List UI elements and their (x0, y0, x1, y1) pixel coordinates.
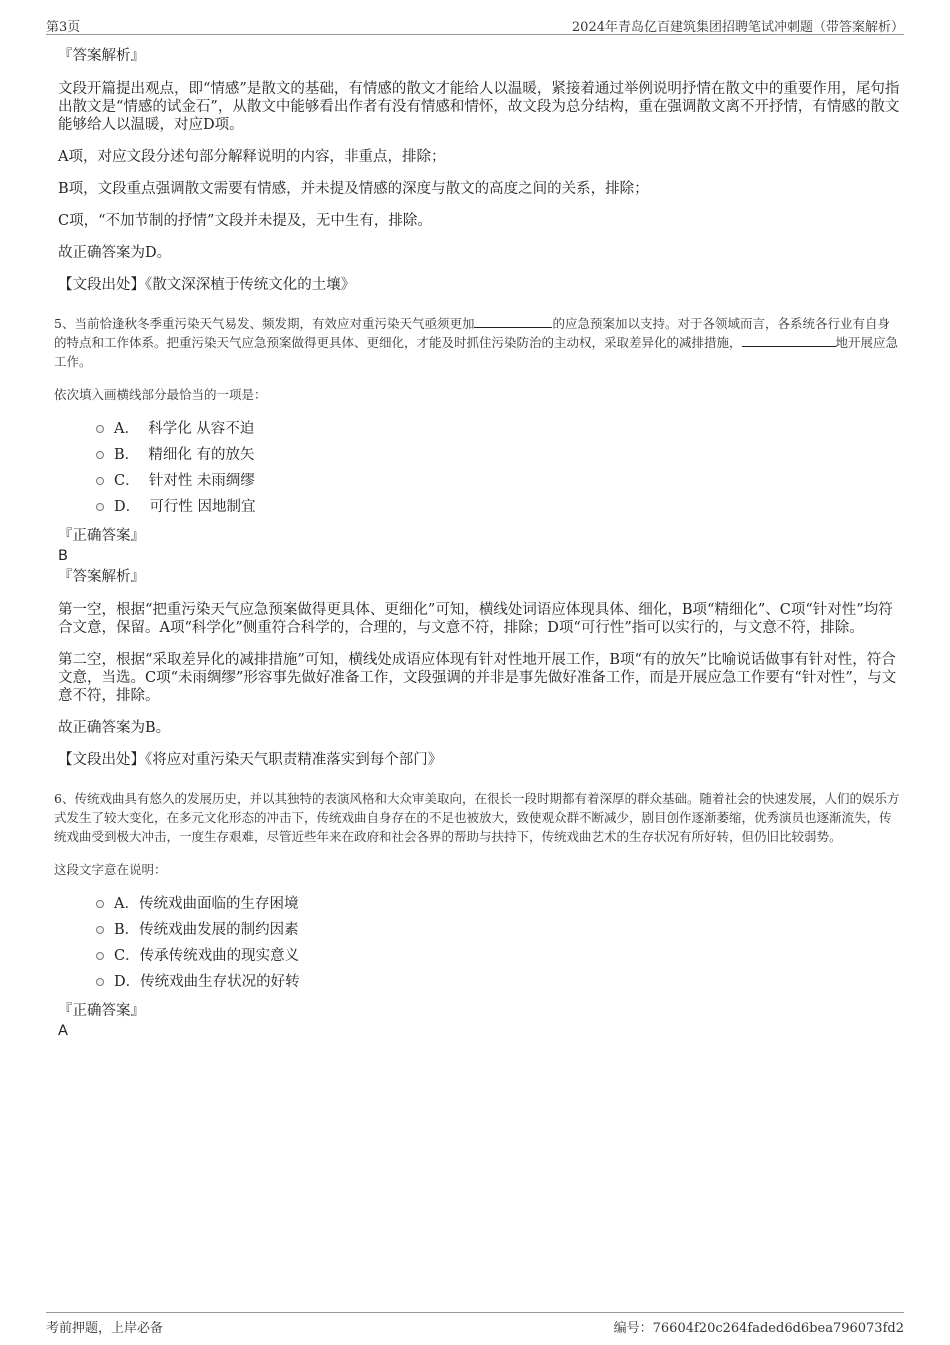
q5-stem-part1: 5、当前恰逢秋冬季重污染天气易发、频发期，有效应对重污染天气亟须更加 (54, 316, 475, 331)
fill-blank-2 (742, 335, 836, 347)
document-title: 2024年青岛亿百建筑集团招聘笔试冲刺题（带答案解析） (571, 20, 904, 35)
question-6 (54, 789, 900, 1040)
option-letter: D． (114, 974, 141, 990)
radio-button-icon[interactable] (96, 477, 104, 485)
page-content (54, 46, 900, 1040)
option-text: 传统戏曲发展的制约因素 (139, 922, 299, 938)
q4-source: 【文段出处】《散文深深植于传统文化的土壤》 (58, 277, 356, 293)
option-text: 传统戏曲面临的生存困境 (138, 896, 299, 912)
radio-button-icon[interactable] (96, 926, 104, 934)
page-footer (46, 1312, 904, 1335)
option-letter: D． (114, 499, 141, 515)
q6-stem: 6、传统戏曲具有悠久的发展历史，并以其独特的表演风格和大众审美取向，在很长一段时期都有着深厚的群众基础。随着社会的快速发展，人们的娱乐方式发生了较大变化，在多元文化形态的冲击下，传统戏曲自身存在的不足也被放大，致使观众群不断减少，剧目创作逐渐萎缩，优秀演员也逐渐流失，传统戏曲受到极大冲击，一度生存艰难，尽管近些年来在政府和社会各界的帮助与扶持下，传统戏曲艺术的生存状况有所好转，但仍旧比较弱势。 (54, 791, 900, 844)
q5-analysis-paragraph: 第一空，根据“把重污染天气应急预案做得更具体、更细化”可知，横线处词语应体现具体、细化，B项“精细化”、C项“针对性”均符合文意，保留。A项“科学化”侧重符合科学的，合理的，与文意不符，排除；D项“可行性”指可以实行的，与文意不符，排除。 (58, 602, 893, 636)
q4-analysis-section (54, 46, 900, 294)
option-letter: A． (114, 421, 139, 437)
q5-source: 【文段出处】《将应对重污染天气职责精准落实到每个部门》 (58, 752, 443, 768)
option-text: 可行性 因地制宜 (149, 499, 256, 515)
option-text: 精细化 有的放矢 (148, 447, 255, 463)
radio-button-icon[interactable] (96, 425, 104, 433)
q5-correct-answer: B (58, 548, 68, 564)
q5-stem-part2: 的应急预案加以支持。对于各领域而言，各系统各行业有自身的特点和工作体系。把重污染天气应急预案做得更具体、更细化，才能及时抓住污染防治的主动权，采取差异化的减排措施， (54, 316, 890, 350)
q5-stem (54, 314, 900, 371)
option-text: 传统戏曲生存状况的好转 (140, 974, 300, 990)
radio-button-icon[interactable] (96, 900, 104, 908)
fill-blank-1 (474, 316, 552, 328)
q5-option-d[interactable] (54, 494, 900, 520)
radio-button-icon[interactable] (96, 503, 104, 511)
option-letter: C． (114, 473, 140, 489)
q4-analysis-paragraph: 故正确答案为D。 (58, 245, 172, 261)
q4-analysis-paragraph: B项，文段重点强调散文需要有情感，并未提及情感的深度与散文的高度之间的关系，排除； (58, 181, 649, 197)
q6-prompt: 这段文字意在说明： (54, 862, 167, 877)
option-letter: C． (114, 948, 140, 964)
option-text: 科学化 从容不迫 (148, 421, 255, 437)
q5-stem-part3: 地开展应急工作。 (54, 335, 899, 369)
q6-correct-label: 『正确答案』 (58, 1003, 145, 1019)
q5-analysis-paragraph: 故正确答案为B。 (58, 720, 171, 736)
page-number: 第3页 (46, 20, 81, 35)
q5-option-a[interactable] (54, 416, 900, 442)
q5-analysis-label: 『答案解析』 (58, 569, 145, 585)
option-text: 针对性 未雨绸缪 (148, 473, 255, 489)
q6-correct-answer: A (58, 1023, 68, 1039)
q5-correct-label: 『正确答案』 (58, 528, 145, 544)
q4-analysis-paragraph: C项，“不加节制的抒情”文段并未提及，无中生有，排除。 (58, 213, 432, 229)
q6-option-b[interactable] (54, 917, 900, 943)
footer-code: 编号：76604f20c264faded6d6bea796073fd2 (613, 1321, 904, 1336)
q6-option-d[interactable] (54, 969, 900, 995)
option-letter: B． (114, 447, 140, 463)
footer-slogan: 考前押题，上岸必备 (46, 1321, 164, 1336)
q6-option-c[interactable] (54, 943, 900, 969)
q5-option-c[interactable] (54, 468, 900, 494)
q6-options (54, 891, 900, 995)
page-header (46, 14, 904, 35)
q4-analysis-paragraph: 文段开篇提出观点，即“情感”是散文的基础，有情感的散文才能给人以温暖，紧接着通过举例说明抒情在散文中的重要作用，尾句指出散文是“情感的试金石”，从散文中能够看出作者有没有情感和情怀，故文段为总分结构，重在强调散文离不开抒情，有情感的散文能够给人以温暖，对应D项。 (58, 81, 900, 133)
q5-options (54, 416, 900, 520)
radio-button-icon[interactable] (96, 952, 104, 960)
option-letter: B． (114, 922, 140, 938)
radio-button-icon[interactable] (96, 978, 104, 986)
q4-analysis-label: 『答案解析』 (58, 48, 145, 64)
q5-analysis-paragraph: 第二空，根据“采取差异化的减排措施”可知，横线处成语应体现有针对性地开展工作，B项“有的放矢”比喻说话做事有针对性，符合文意，当选。C项“未雨绸缪”形容事先做好准备工作，文段强调的并非是事先做好准备工作，而是开展应急工作要有“针对性”，与文意不符，排除。 (58, 652, 897, 704)
q4-analysis-paragraph: A项，对应文段分述句部分解释说明的内容，非重点，排除； (58, 149, 446, 165)
radio-button-icon[interactable] (96, 451, 104, 459)
q5-option-b[interactable] (54, 442, 900, 468)
option-text: 传承传统戏曲的现实意义 (139, 948, 300, 964)
option-letter: A． (114, 896, 139, 912)
question-5 (54, 314, 900, 769)
q5-prompt: 依次填入画横线部分最恰当的一项是： (54, 387, 267, 402)
q6-option-a[interactable] (54, 891, 900, 917)
